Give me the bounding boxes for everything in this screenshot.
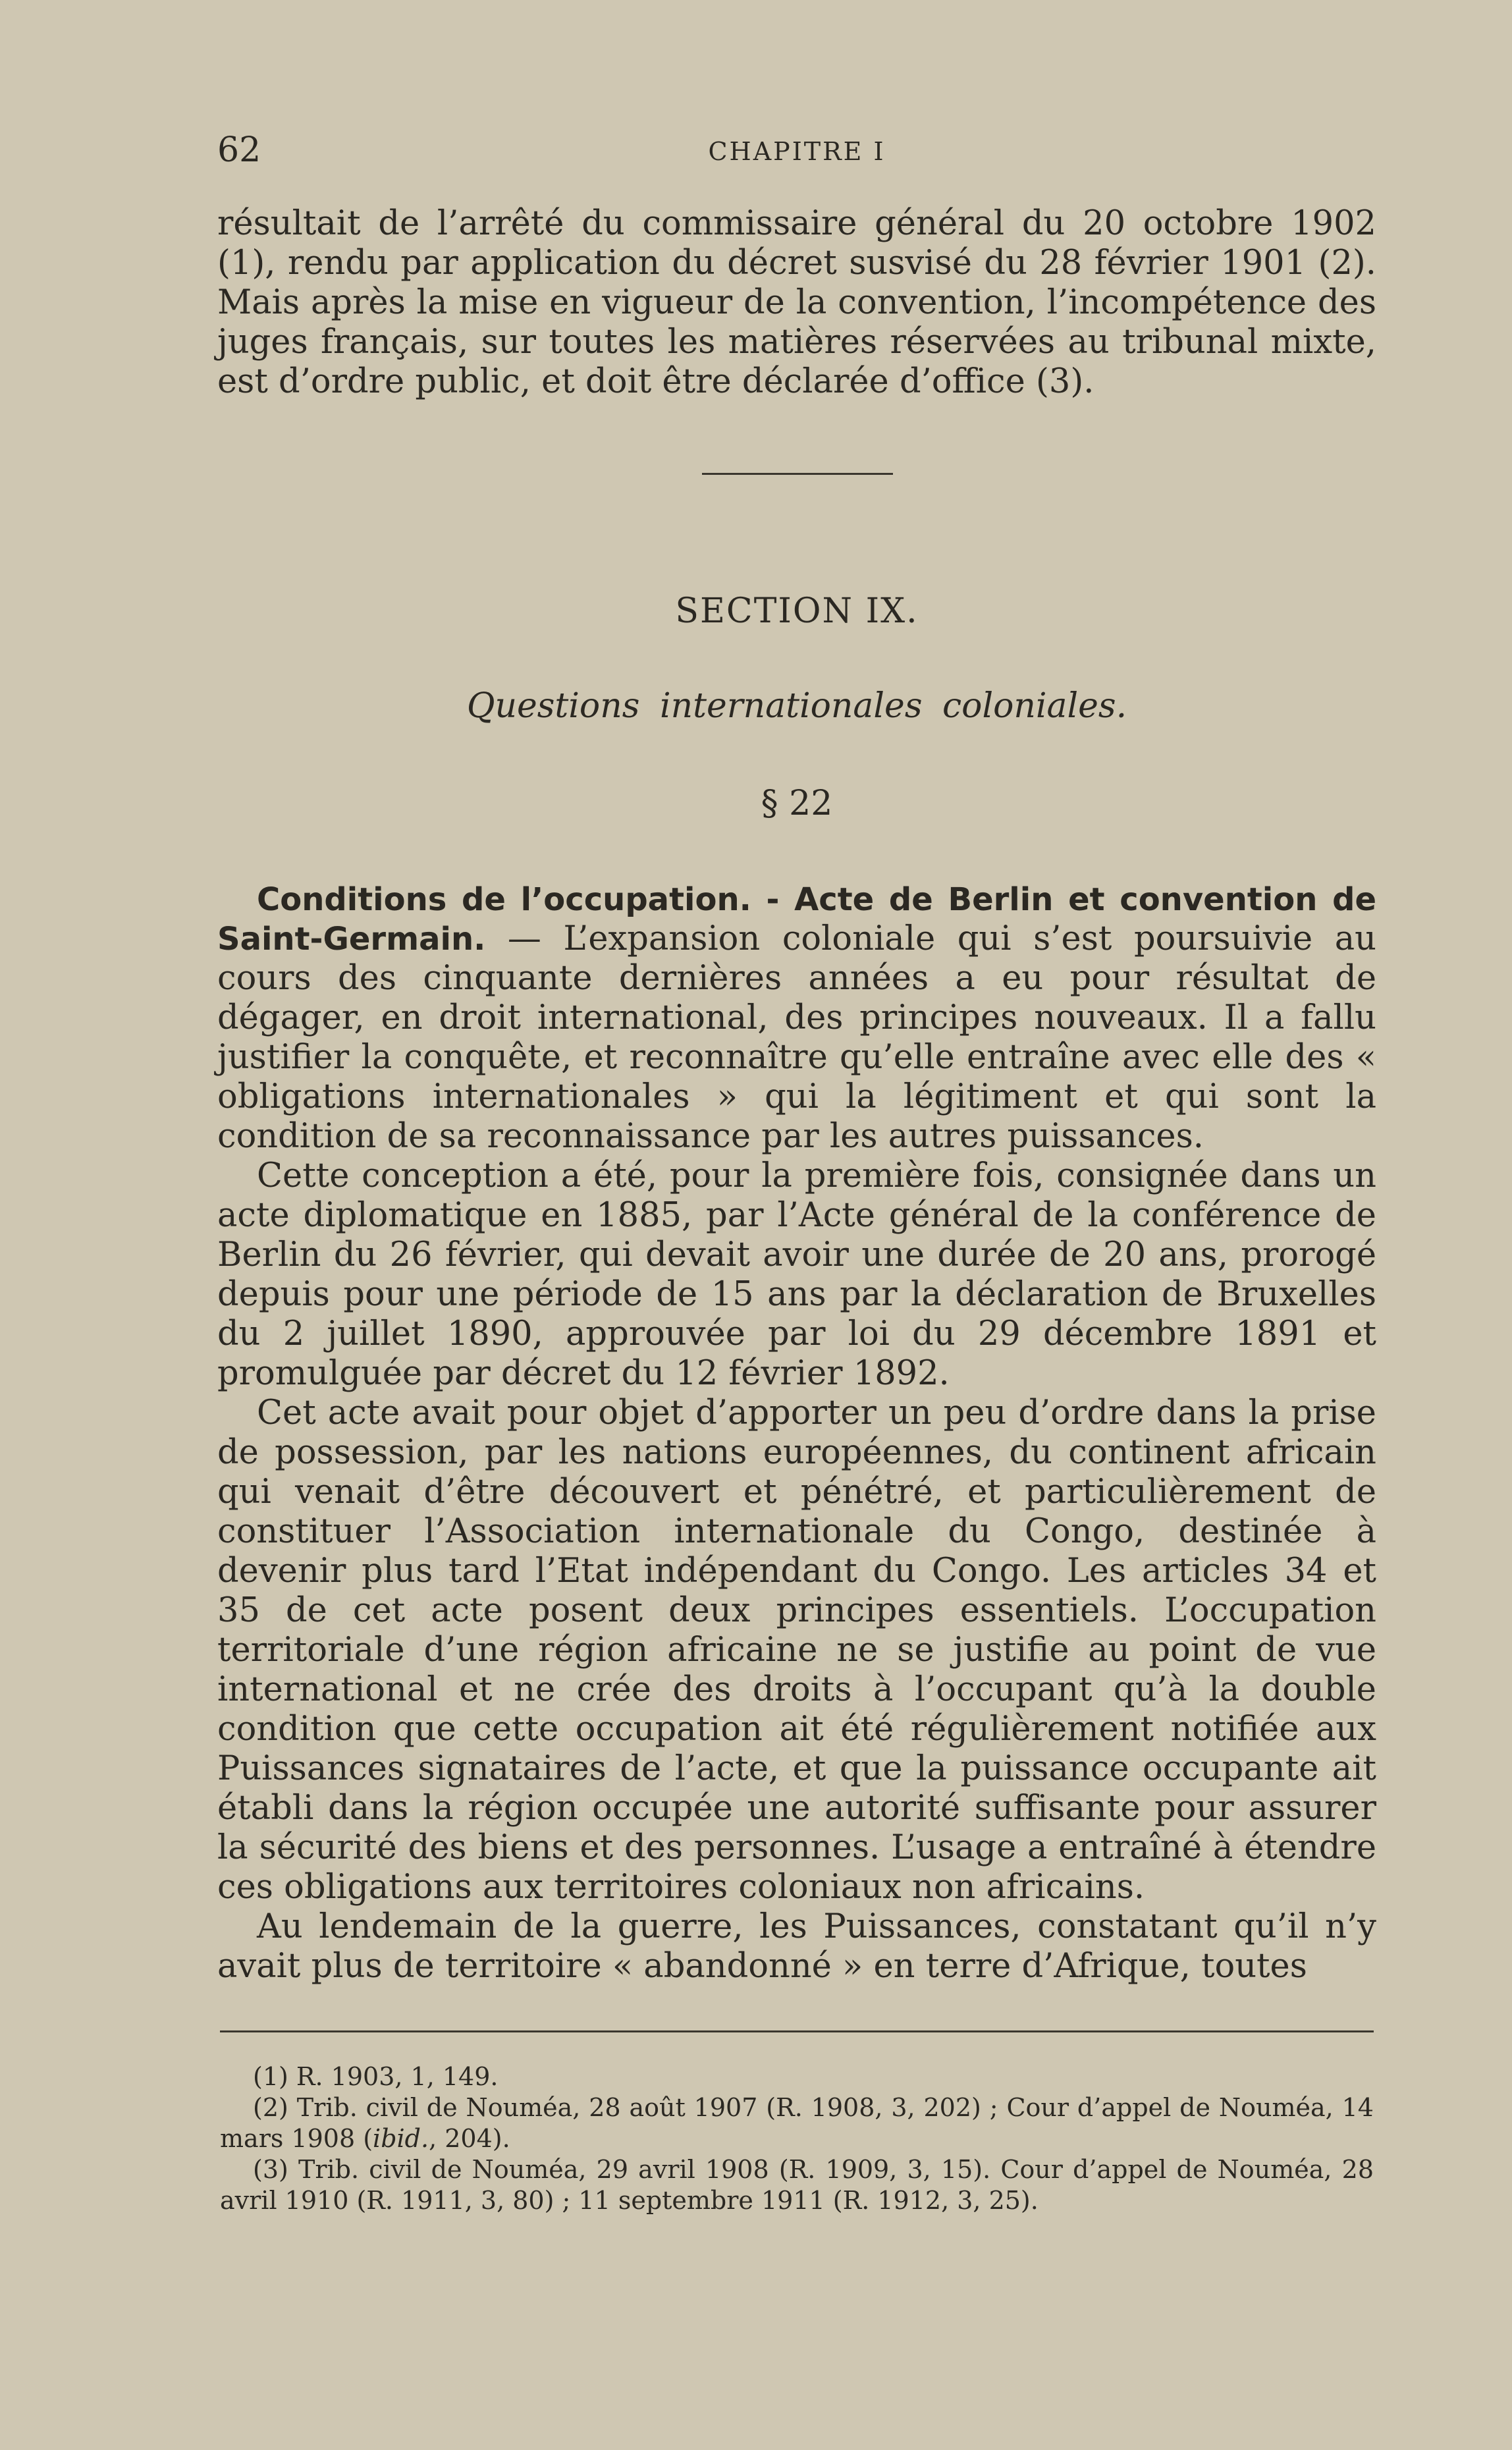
body-text [217, 880, 1376, 1986]
section-divider [702, 473, 893, 475]
body-paragraph-1-text: — L’expansion coloniale qui s’est poursuivie au cours des cinquante dernières années a eu pour résultat de dégager, en droit international, des principes nouveaux. Il a fallu justifier la conquête, et reconnaître qu’elle entraîne avec elle des « obligations internationales » qui la légitiment et qui sont la condition de sa reconnaissance par les autres puissances. [217, 919, 1376, 1156]
section-subtitle: Questions internationales coloniales. [466, 686, 1127, 726]
body-paragraph-4: Au lendemain de la guerre, les Puissances, constatant qu’il n’y avait plus de territoire « abandonné » en terre d’Afrique, toutes [217, 1907, 1376, 1986]
footnote-3: (3) Trib. civil de Nouméa, 29 avril 1908 (R. 1909, 3, 15). Cour d’appel de Nouméa, 28 avril 1910 (R. 1911, 3, 80) ; 11 septembre 1911 (R. 1912, 3, 25). [220, 2155, 1374, 2215]
footnote-separator [220, 2030, 1374, 2032]
running-head: CHAPITRE I [708, 137, 886, 166]
footnote-1: (1) R. 1903, 1, 149. [253, 2062, 499, 2091]
body-paragraph-2: Cette conception a été, pour la première fois, consignée dans un acte diplomatique en 1885, par l’Acte général de la conférence de Berlin du 26 février, qui devait avoir une durée de 20 ans, prorogé depuis pour une période de 15 ans par la déclaration de Bruxelles du 2 juillet 1890, approuvée par loi du 29 décembre 1891 et promulguée par décret du 12 février 1892. [217, 1157, 1376, 1393]
intro-text [217, 204, 1376, 402]
footnotes [220, 2061, 1374, 2216]
footnote-2-text-end: , 204). [429, 2124, 510, 2153]
footnote-2 [220, 2092, 1374, 2154]
run-in-heading: Conditions de l’occupation. - Acte de Berlin et convention de Saint-Germain. [217, 881, 1376, 958]
body-paragraph-3: Cet acte avait pour objet d’apporter un peu d’ordre dans la prise de possession, par les nations européennes, du continent africain qui venait d’être découvert et pénétré, et particulièrement de constituer l’Association internationale du Congo, destinée à devenir plus tard l’Etat indépendant du Congo. Les articles 34 et 35 de cet acte posent deux principes essentiels. L’occupation territoriale d’une région africaine ne se justifie au point de vue international et ne crée des droits à l’occupant qu’à la double condition que cette occupation ait été régulièrement notifiée aux Puissances signataires de l’acte, et que la puissance occupante ait établi dans la région occupée une autorité suffisante pour assurer la sécurité des biens et des personnes. L’usage a entraîné à étendre ces obligations aux territoires coloniaux non africains. [217, 1394, 1376, 1907]
footnote-2-text-start: (2) Trib. civil de Nouméa, 28 août 1907 (R. 1908, 3, 202) ; Cour d’appel de Nouméa, 14 mars 1908 ( [220, 2093, 1374, 2153]
intro-paragraph: résultait de l’arrêté du commissaire général du 20 octobre 1902 (1), rendu par application du décret susvisé du 28 février 1901 (2). Mais après la mise en vigueur de la convention, l’incompétence des juges français, sur toutes les matières réservées au tribunal mixte, est d’ordre public, et doit être déclarée d’office (3). [217, 204, 1376, 401]
body-paragraph-1 [217, 880, 1376, 1157]
paragraph-number: § 22 [761, 784, 833, 823]
page-header [217, 130, 1376, 177]
page-number: 62 [217, 130, 261, 170]
footnote-2-ibid: ibid. [373, 2124, 429, 2153]
section-title: SECTION IX. [675, 591, 919, 631]
